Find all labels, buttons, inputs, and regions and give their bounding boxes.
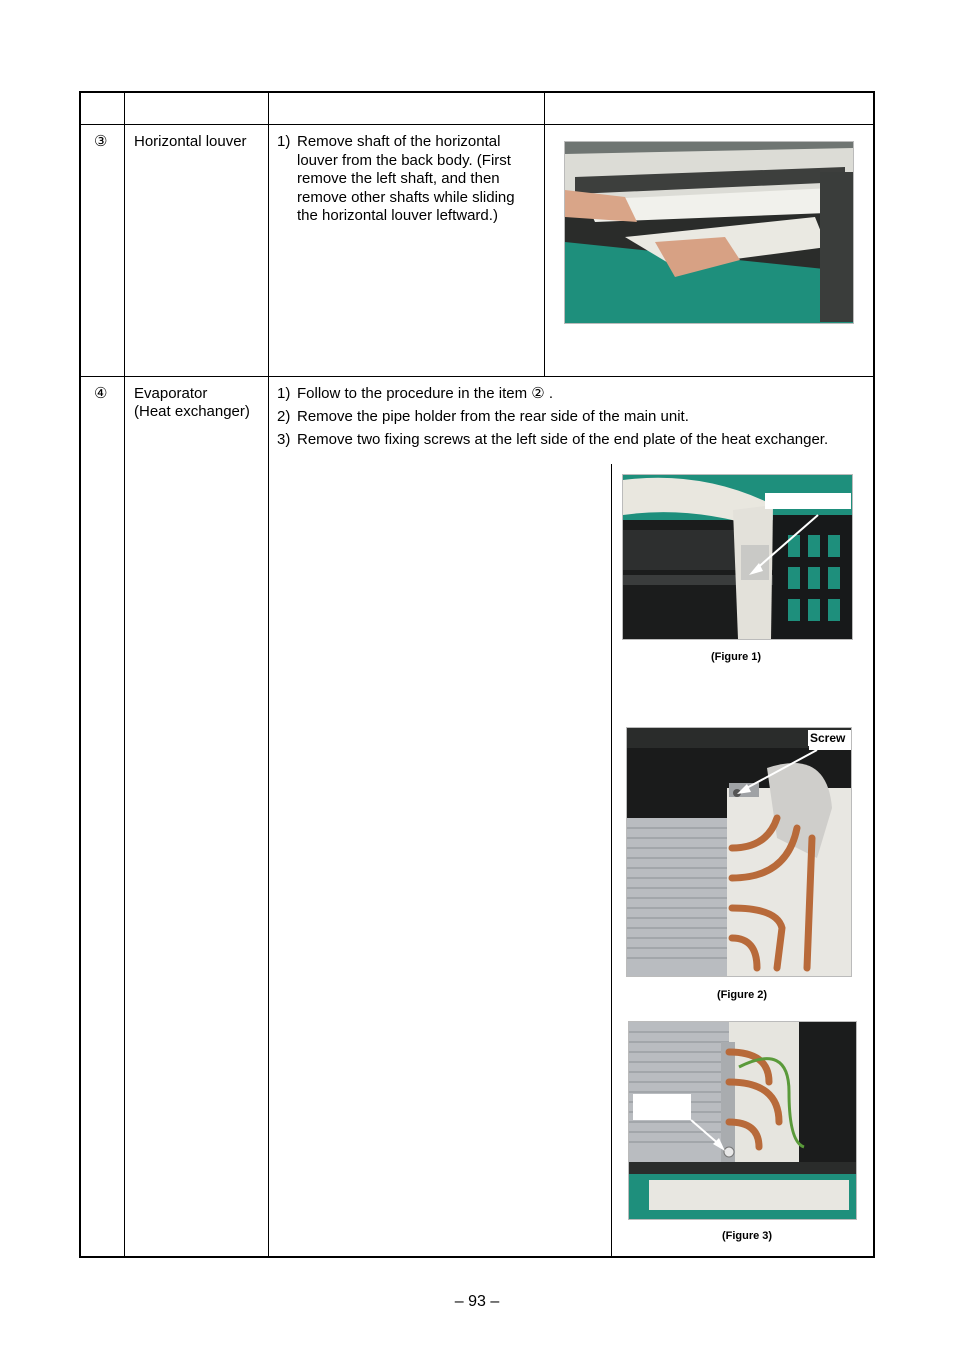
row3-number: ③	[94, 133, 108, 150]
row4-step-1	[277, 385, 867, 404]
step-number: 1)	[277, 385, 291, 402]
louver-photo	[564, 141, 854, 324]
table-border-bottom	[79, 1256, 875, 1258]
screw-label: Screw	[810, 731, 846, 745]
figure-2-image	[627, 728, 851, 976]
figure-2-caption: (Figure 2)	[716, 989, 768, 1001]
row4-number: ④	[94, 385, 108, 402]
row3-step-1	[277, 133, 529, 226]
page-number: – 93 –	[454, 1293, 500, 1310]
col-divider-2	[268, 91, 269, 1258]
table-border-right	[873, 91, 875, 1258]
row4-part-line1: Evaporator	[134, 385, 208, 402]
step-text: Follow to the procedure in the item ② .	[297, 385, 554, 402]
figure-2-photo	[626, 727, 852, 977]
figure-3-image	[629, 1022, 856, 1219]
step-text: Remove shaft of the horizontal louver from the back body. (First remove the left shaft, and then remove other shafts while sliding the horizontal louver leftward.)	[297, 133, 515, 224]
step-text: Remove two fixing screws at the left side of the end plate of the heat exchanger.	[297, 431, 829, 448]
row4-step-3	[277, 431, 871, 450]
figure-3-photo	[628, 1021, 857, 1220]
step-number: 1)	[277, 133, 291, 150]
table-border-left	[79, 91, 81, 1258]
figure-1-caption: (Figure 1)	[710, 651, 762, 663]
col-divider-1	[124, 91, 125, 1258]
row3-part: Horizontal louver	[134, 133, 247, 150]
figure-1-image	[623, 475, 852, 639]
figure-1-photo	[622, 474, 853, 640]
row4-part-line2: (Heat exchanger)	[134, 403, 250, 420]
step-number: 3)	[277, 431, 291, 448]
col-divider-3	[544, 91, 545, 377]
step-text: Remove the pipe holder from the rear side of the main unit.	[297, 408, 689, 425]
row4-step-2	[277, 408, 867, 427]
row-divider	[79, 376, 875, 377]
louver-photo-image	[565, 142, 853, 323]
header-divider	[79, 124, 875, 125]
figure-column-divider	[611, 464, 612, 1257]
step-number: 2)	[277, 408, 291, 425]
table-border-top	[79, 91, 875, 93]
figure-3-caption: (Figure 3)	[721, 1230, 773, 1242]
